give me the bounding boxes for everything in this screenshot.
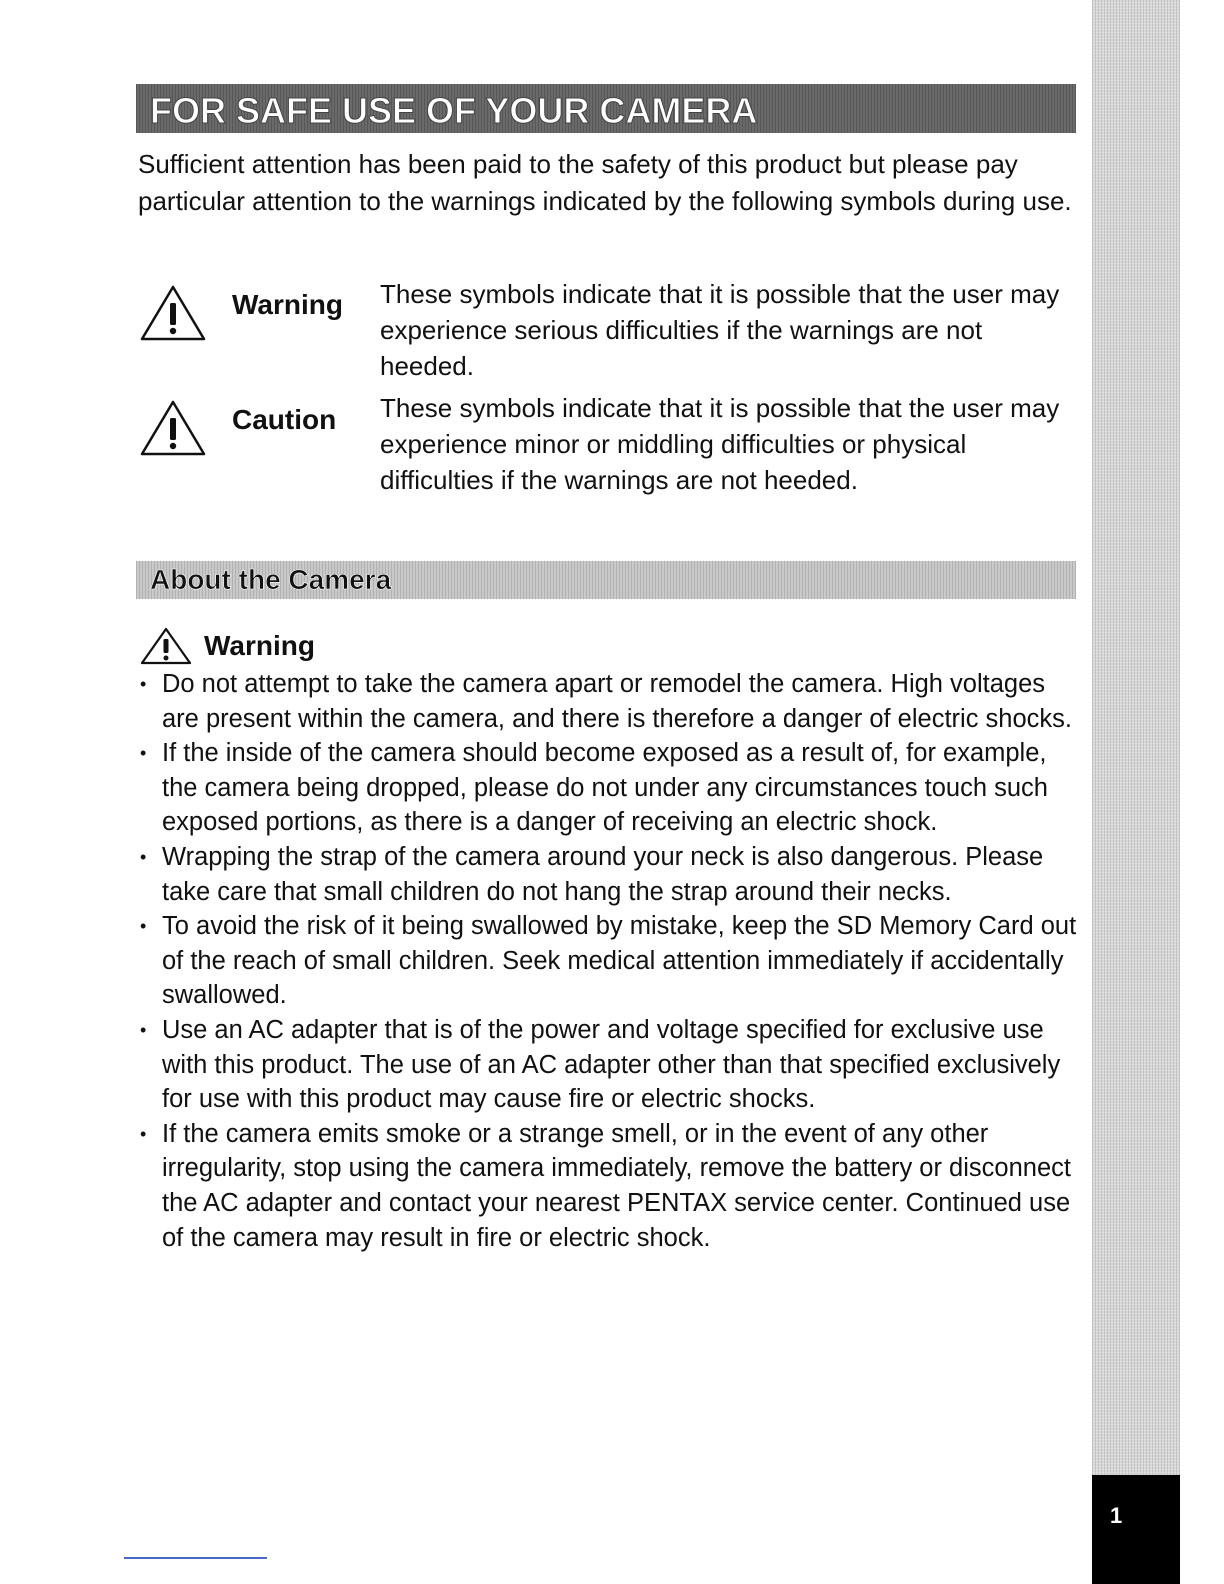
page-title-band [136, 84, 1076, 133]
warning-triangle-icon [138, 283, 208, 343]
page-number-tab [1092, 1475, 1180, 1584]
list-item: • To avoid the risk of it being swallowed by mistake, keep the SD Memory Card out of the reach of small children. Seek medical attention immediately if accidentally swallowed. [138, 909, 1078, 1013]
list-item: • If the camera emits smoke or a strange smell, or in the event of any other irregularity, stop using the camera immediately, remove the battery or disconnect the AC adapter and contact your nearest PENTAX service center. Continued use of the camera may result in fire or electric shock. [138, 1117, 1078, 1255]
list-item: • Wrapping the strap of the camera around your neck is also dangerous. Please take care that small children do not hang the strap around their necks. [138, 840, 1078, 909]
caution-triangle-icon [138, 398, 208, 458]
list-item: • Do not attempt to take the camera apart or remodel the camera. High voltages are present within the camera, and there is therefore a danger of electric shocks. [138, 667, 1078, 736]
list-item: • If the inside of the camera should become exposed as a result of, for example, the camera being dropped, please do not under any circumstances touch such exposed portions, as there is a danger of receiving an electric shock. [138, 736, 1078, 840]
section-warning-label: Warning [204, 630, 315, 661]
warning-triangle-icon [138, 626, 194, 666]
section-heading-band [136, 561, 1076, 599]
page-title: FOR SAFE USE OF YOUR CAMERA [150, 90, 758, 131]
footer-rule [124, 1557, 267, 1559]
symbol-description-warning: These symbols indicate that it is possible that the user may experience serious difficulties if the warnings are not heeded. [380, 279, 1060, 381]
intro-paragraph: Sufficient attention has been paid to the safety of this product but please pay particular attention to the warnings indicated by the following symbols during use. [138, 149, 1072, 216]
side-strip [1092, 0, 1180, 1584]
symbol-label-caution: Caution [232, 404, 337, 435]
symbol-description-caution: These symbols indicate that it is possible that the user may experience minor or middling difficulties or physical difficulties if the warnings are not heeded. [380, 393, 1060, 495]
page-number: 1 [1110, 1503, 1123, 1528]
list-item: • Use an AC adapter that is of the power and voltage specified for exclusive use with this product. The use of an AC adapter other than that specified exclusively for use with this product may cause fire or electric shocks. [138, 1013, 1078, 1117]
symbol-label-warning: Warning [232, 289, 343, 320]
warning-bullet-list [138, 667, 1078, 1255]
section-title: About the Camera [150, 564, 392, 595]
